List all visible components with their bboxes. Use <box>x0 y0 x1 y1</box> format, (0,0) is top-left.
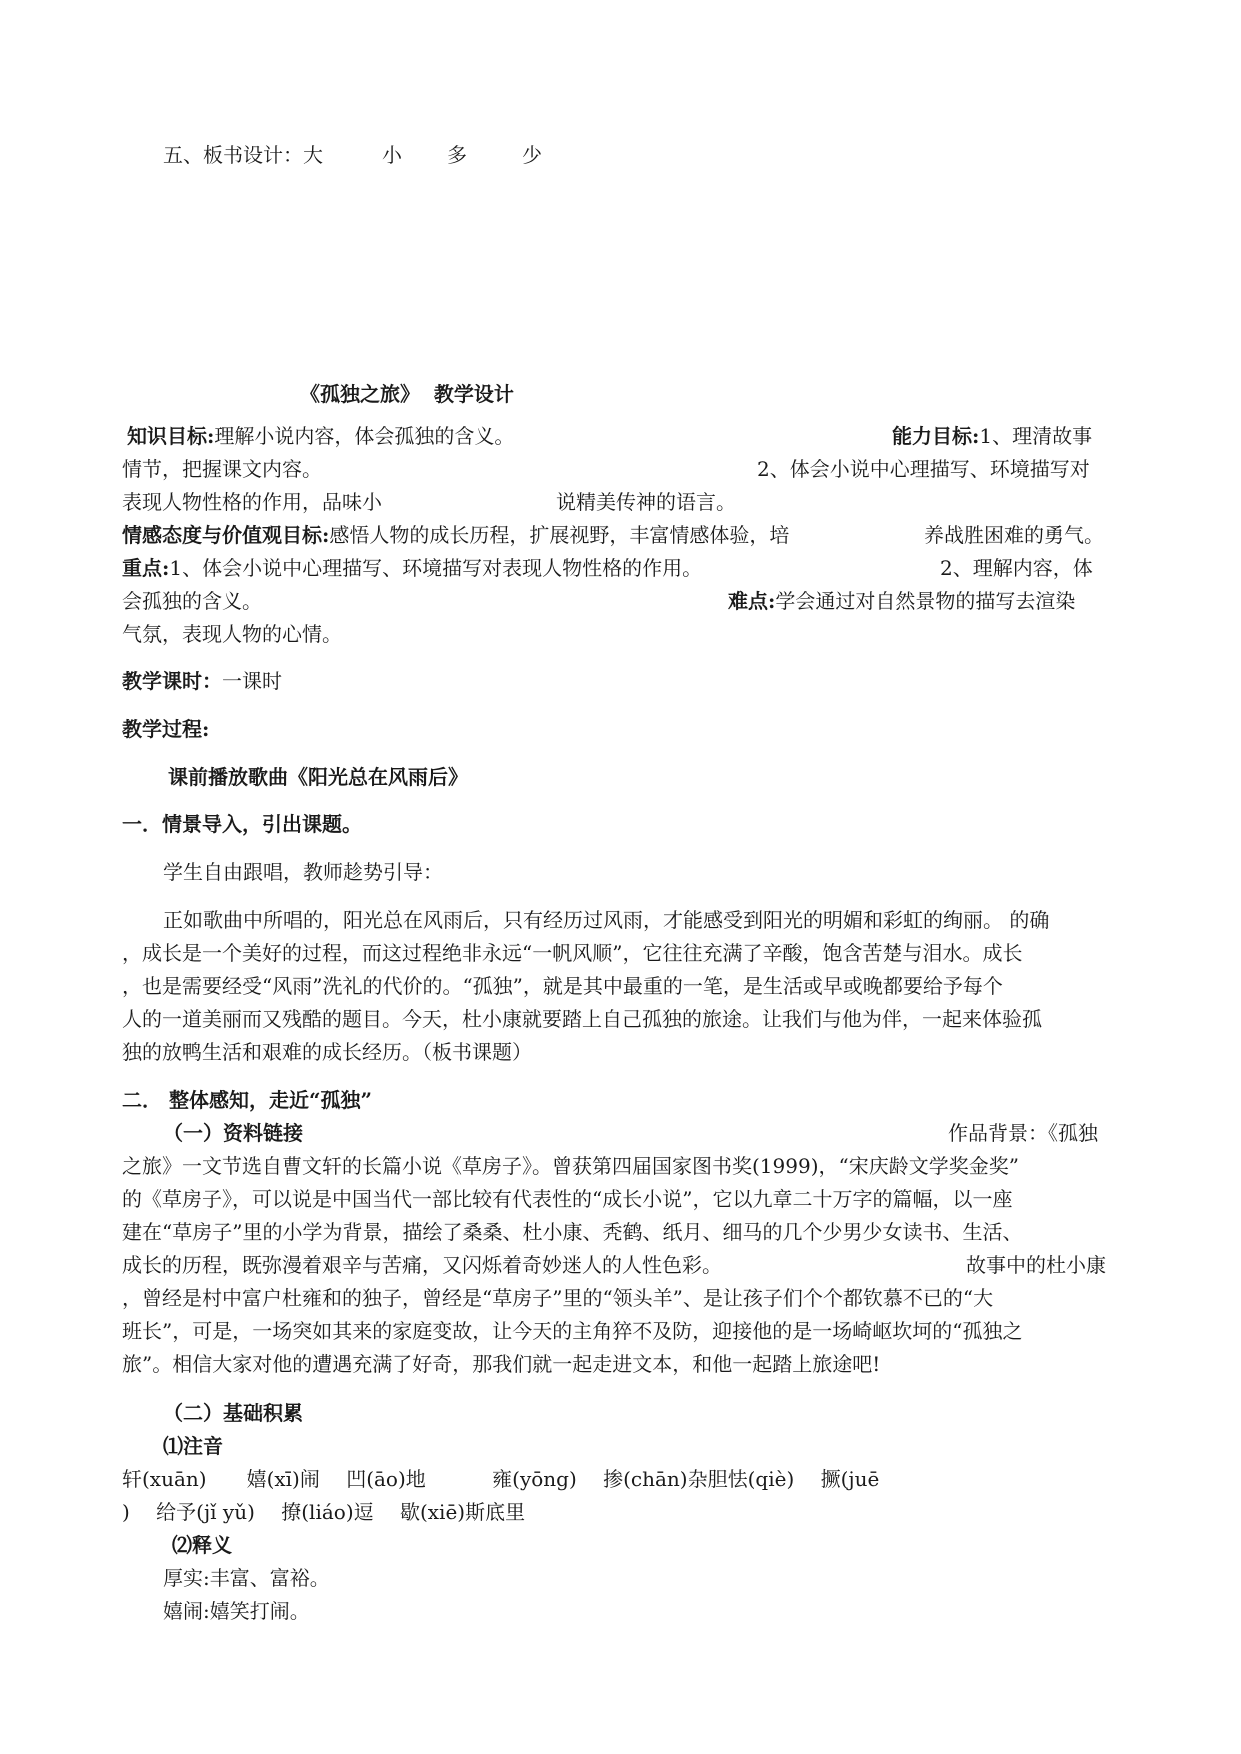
ability-2a: 2、体会小说中心理描写、环境描写对 <box>757 457 1090 481</box>
board-word-few: 少 <box>522 143 542 167</box>
knowledge-text: 理解小说内容，体会孤独的含义。 <box>214 424 515 448</box>
section2-sub2-2: ⑵释义 <box>172 1533 232 1557</box>
ability-objective <box>892 420 1092 453</box>
phonetics-line-a: 轩(xuān) 嬉(xī)闹 凹(āo)地 雍(yōng) 掺(chān)杂胆怯(qiè) 撅(juē <box>122 1467 880 1491</box>
section1-p3: ，也是需要经受“风雨”洗礼的代价的。“孤独”，就是其中最重的一笔，是生活或早或晚都要给予每个 <box>122 974 1003 998</box>
page-title: 《孤独之旅》 教学设计 <box>300 382 514 406</box>
hours-label: 教学课时： <box>122 669 222 693</box>
section2-l2: 的《草房子》，可以说是中国当代一部比较有代表性的“成长小说”，它以九章二十万字的篇幅，以一座 <box>122 1187 1013 1211</box>
key-label: 重点: <box>122 556 170 580</box>
ability-label: 能力目标: <box>892 424 980 448</box>
knowledge-label: 知识目标: <box>127 424 215 448</box>
section1-heading: 一．情景导入，引出课题。 <box>122 812 362 836</box>
section2-l4a: 成长的历程，既弥漫着艰辛与苦痛，又闪烁着奇妙迷人的人性色彩。 <box>122 1253 722 1277</box>
difficulty-a: 学会通过对自然景物的描写去渲染 <box>775 589 1076 613</box>
section1-p4: 人的一道美丽而又残酷的题目。今天，杜小康就要踏上自己孤独的旅途。让我们与他为伴，一起来体验孤 <box>122 1007 1042 1031</box>
section2-l5: ，曾经是村中富户杜雍和的独子，曾经是“草房子”里的“领头羊”、是让孩子们个个都钦慕不已的“大 <box>122 1286 994 1310</box>
section2-l6: 班长”，可是，一场突如其来的家庭变故，让今天的主角猝不及防，迎接他的是一场崎岖坎坷的“孤独之 <box>122 1319 1023 1343</box>
board-word-big: 大 <box>303 143 323 167</box>
difficulty-b: 气氛，表现人物的心情。 <box>122 622 342 646</box>
difficulty <box>728 585 1075 618</box>
board-word-small: 小 <box>382 143 402 167</box>
hours-value: 一课时 <box>222 669 282 693</box>
section1-p1: 正如歌曲中所唱的，阳光总在风雨后，只有经历过风雨，才能感受到阳光的明媚和彩虹的绚丽。 的确 <box>163 908 1050 932</box>
section2-sub1: （一）资料链接 <box>163 1121 303 1145</box>
emotion-objective <box>122 519 789 552</box>
board-word-many: 多 <box>447 143 467 167</box>
difficulty-label: 难点: <box>728 589 776 613</box>
section2-heading: 二． 整体感知，走近“孤独” <box>122 1088 372 1112</box>
phonetics-line-b: ) 给予(jǐ yǔ) 撩(liáo)逗 歇(xiē)斯底里 <box>122 1500 526 1524</box>
teaching-hours <box>122 665 282 698</box>
section2-l7: 旅”。相信大家对他的遭遇充满了好奇，那我们就一起走进文本，和他一起踏上旅途吧! <box>122 1352 881 1376</box>
section2-l4b: 故事中的杜小康 <box>966 1253 1106 1277</box>
board-design-label: 五、板书设计： <box>163 143 303 167</box>
key-2a: 2、理解内容，体 <box>940 556 1093 580</box>
section1-intro: 学生自由跟唱，教师趁势引导： <box>163 860 443 884</box>
ability-1b: 情节，把握课文内容。 <box>122 457 322 481</box>
emotion-label: 情感态度与价值观目标: <box>122 523 330 547</box>
key-points <box>122 552 702 585</box>
section2-bg-a: 作品背景：《孤独 <box>948 1121 1098 1145</box>
process-label: 教学过程: <box>122 717 210 741</box>
emotion-text-b: 养战胜困难的勇气。 <box>924 523 1104 547</box>
definition-2: 嬉闹:嬉笑打闹。 <box>163 1599 310 1623</box>
section2-l3: 建在“草房子”里的小学为背景，描绘了桑桑、杜小康、秃鹤、纸月、细马的几个少男少女读书、生活、 <box>122 1220 1023 1244</box>
board-design-line <box>163 139 323 172</box>
ability-2c: 说精美传神的语言。 <box>556 490 736 514</box>
knowledge-objective <box>127 420 514 453</box>
ability-1a: 1、理清故事 <box>979 424 1093 448</box>
emotion-text-a: 感悟人物的成长历程，扩展视野，丰富情感体验，培 <box>329 523 790 547</box>
section1-p5: 独的放鸭生活和艰难的成长经历。（板书课题） <box>122 1040 532 1064</box>
key-2b: 会孤独的含义。 <box>122 589 262 613</box>
section2-sub2: （二）基础积累 <box>163 1401 303 1425</box>
definition-1: 厚实:丰富、富裕。 <box>163 1566 330 1590</box>
section1-p2: ，成长是一个美好的过程，而这过程绝非永远“一帆风顺”，它往往充满了辛酸，饱含苦楚与泪水。成长 <box>122 941 1023 965</box>
key-1: 1、体会小说中心理描写、环境描写对表现人物性格的作用。 <box>169 556 703 580</box>
song-line: 课前播放歌曲《阳光总在风雨后》 <box>168 765 468 789</box>
section2-l1: 之旅》一文节选自曹文轩的长篇小说《草房子》。曾获第四届国家图书奖(1999)，“宋庆龄文学奖金奖” <box>122 1154 1019 1178</box>
ability-2b: 表现人物性格的作用，品味小 <box>122 490 382 514</box>
section2-sub2-1: ⑴注音 <box>163 1434 223 1458</box>
